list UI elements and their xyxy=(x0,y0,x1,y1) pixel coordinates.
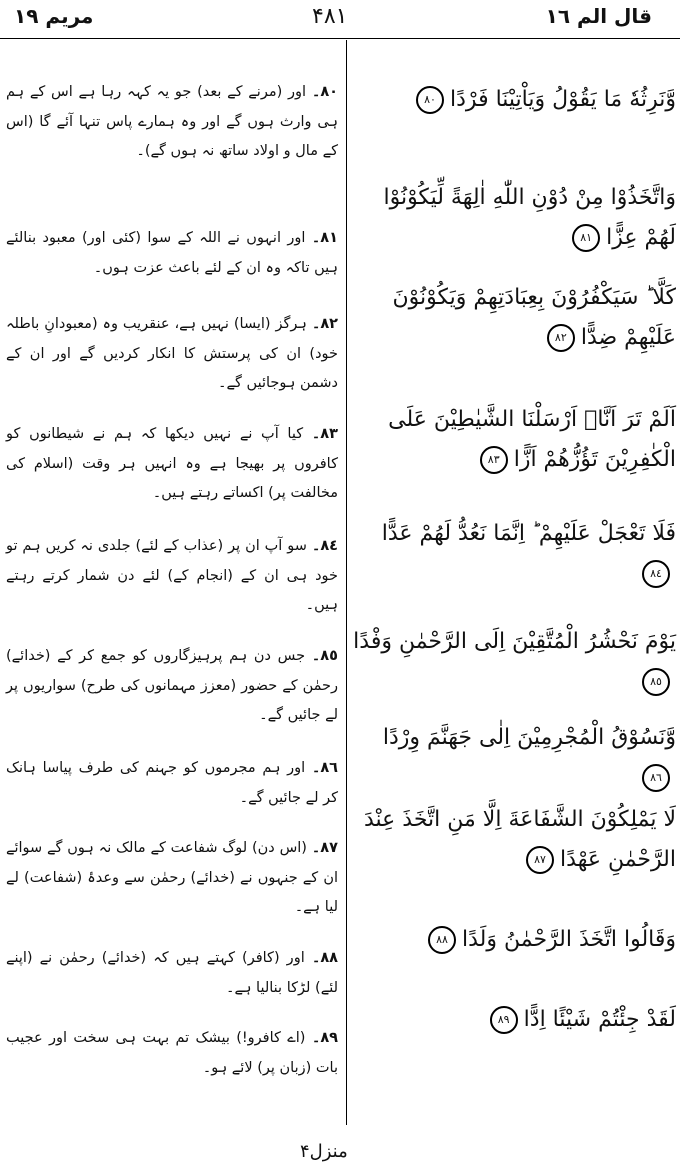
ayah-marker: ٨٠ xyxy=(416,86,444,114)
translation-82: ٨٢۔ ہرگز (ایسا) نہیں ہے، عنقریب وہ (معبودانِ باطلہ خود) ان کی پرستش کا انکار کردیں گے اور ان کے دشمن ہوجائیں گے۔ xyxy=(6,316,339,391)
header-divider xyxy=(0,38,680,39)
verse-83: اَلَمْ تَرَ اَنَّاۤ اَرْسَلْنَا الشَّيٰطِيْنَ عَلَى الْكٰفِرِيْنَ تَؤُزُّهُمْ اَزًّا٨٣ xyxy=(388,407,676,472)
translation-88: ٨٨۔ اور (کافر) کہتے ہیں کہ (خدائے) رحمٰن نے (اپنے لئے) لڑکا بنالیا ہے۔ xyxy=(6,950,339,996)
translation-87: ٨٧۔ (اس دن) لوگ شفاعت کے مالک نہ ہوں گے سوائے ان کے جنہوں نے (خدائے) رحمٰن سے وعدۂ (شفاعت) لے لیا ہے۔ xyxy=(6,840,338,915)
ayah-marker: ٨٥ xyxy=(642,668,670,696)
ayah-marker: ٨٩ xyxy=(490,1006,518,1034)
ayah-marker: ٨٣ xyxy=(480,446,508,474)
ayah-marker: ٨٨ xyxy=(428,926,456,954)
juz-title: قال الم ١٦ xyxy=(545,4,652,28)
translation-83: ٨٣۔ کیا آپ نے نہیں دیکھا کہ ہم نے شیطانوں کو کافروں پر بھیجا ہے وہ انہیں ہر وقت (اسلام کی مخالفت پر) اکساتے رہتے ہیں۔ xyxy=(6,426,338,501)
verse-82: كَلَّا ؕ سَيَكْفُرُوْنَ بِعِبَادَتِهِمْ وَيَكُوْنُوْنَ عَلَيْهِمْ ضِدًّا٨٢ xyxy=(392,285,676,350)
verse-84: فَلَا تَعْجَلْ عَلَيْهِمْ ؕ اِنَّمَا نَعُدُّ لَهُمْ عَدًّا٨٤ xyxy=(352,514,676,594)
verse-85: يَوْمَ نَحْشُرُ الْمُتَّقِيْنَ اِلَى الرَّحْمٰنِ وَفْدًا٨٥ xyxy=(352,622,676,702)
translation-85: ٨٥۔ جس دن ہم پرہیزگاروں کو جمع کر کے (خدائے) رحمٰن کے حضور (معزز مہمانوں کی طرح) سواریوں پر لے جائیں گے۔ xyxy=(6,648,338,723)
ayah-marker: ٨٦ xyxy=(642,764,670,792)
translation-89: ٨٩۔ (اے کافرو!) بیشک تم بہت ہی سخت اور عجیب بات (زبان پر) لائے ہو۔ xyxy=(6,1030,339,1076)
ayah-marker: ٨٧ xyxy=(526,846,554,874)
translation-84: ٨٤۔ سو آپ ان پر (عذاب کے لئے) جلدی نہ کریں ہم تو خود ہی ان کے (انجام کے) لئے دن شمار کرتے رہتے ہیں۔ xyxy=(6,538,339,613)
page-number: ۴۸۱ xyxy=(312,4,348,29)
verse-80: وَّنَرِثُهٗ مَا يَقُوْلُ وَيَاْتِيْنَا فَرْدًا٨٠ xyxy=(352,80,676,120)
verse-81: وَاتَّخَذُوْا مِنْ دُوْنِ اللّٰهِ اٰلِهَةً لِّيَكُوْنُوْا لَهُمْ عِزًّا٨١ xyxy=(383,185,676,250)
ayah-marker: ٨٤ xyxy=(642,560,670,588)
verse-89: لَقَدْ جِئْتُمْ شَيْئًا اِدًّا٨٩ xyxy=(352,1000,676,1040)
verse-86: وَّنَسُوْقُ الْمُجْرِمِيْنَ اِلٰى جَهَنَّمَ وِرْدًا٨٦ xyxy=(352,718,676,798)
surah-title: مریم ١٩ xyxy=(14,4,94,28)
manzil-footer: منزل۴ xyxy=(300,1141,348,1162)
verse-88: وَقَالُوا اتَّخَذَ الرَّحْمٰنُ وَلَدًا٨٨ xyxy=(352,920,676,960)
ayah-marker: ٨٢ xyxy=(547,324,575,352)
ayah-marker: ٨١ xyxy=(572,224,600,252)
translation-86: ٨٦۔ اور ہم مجرموں کو جہنم کی طرف پیاسا ہانک کر لے جائیں گے۔ xyxy=(6,760,339,806)
translation-80: ٨٠۔ اور (مرنے کے بعد) جو یہ کہہ رہا ہے اس کے ہم ہی وارث ہوں گے اور وہ ہمارے پاس تنہا آئے گا (اس کے مال و اولاد ساتھ نہ ہوں گے)۔ xyxy=(6,84,339,159)
verse-87: لَا يَمْلِكُوْنَ الشَّفَاعَةَ اِلَّا مَنِ اتَّخَذَ عِنْدَ الرَّحْمٰنِ عَهْدًا٨٧ xyxy=(364,807,676,872)
column-divider xyxy=(346,40,347,1125)
translation-81: ٨١۔ اور انہوں نے اللہ کے سوا (کئی اور) معبود بنالئے ہیں تاکہ وہ ان کے لئے باعث عزت ہوں۔ xyxy=(6,230,338,276)
